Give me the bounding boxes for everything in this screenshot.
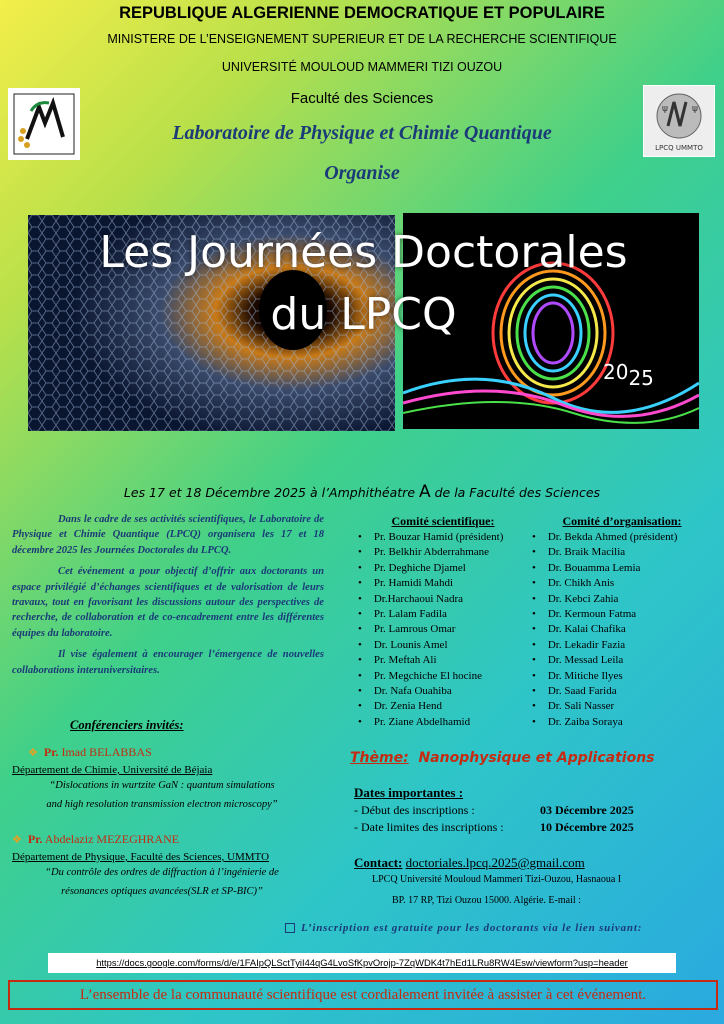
- list-item: • Dr. Kebci Zahia: [532, 592, 712, 607]
- checkbox-bullet-icon: [285, 923, 295, 933]
- event-title: [28, 222, 699, 346]
- svg-text:ψ: ψ: [692, 104, 698, 114]
- list-item: • Dr. Bouamma Lemia: [532, 561, 712, 576]
- list-item: • Dr. Chikh Anis: [532, 576, 712, 591]
- event-dates-amphi: A: [418, 482, 431, 502]
- organise-heading: Organise: [324, 162, 400, 184]
- university-logo: [8, 88, 80, 160]
- lab-heading: Laboratoire de Physique et Chimie Quantique: [172, 122, 552, 144]
- important-dates-title: Dates importantes :: [354, 785, 464, 800]
- theme: [350, 750, 655, 766]
- speaker-1: [12, 745, 312, 814]
- list-item: • Pr. Megchiche El hocine: [358, 669, 528, 684]
- list-item: • Dr. Messad Leila: [532, 653, 712, 668]
- scientific-committee-list: [358, 530, 528, 730]
- speaker-2-talk-line2: résonances optiques avancées(SLR et SP-BIC)”: [61, 886, 263, 897]
- intro-paragraph-2: Cet événement a pour objectif d’offrir aux doctorants un espace privilégié d’échanges scientifiques et de valorisation de leurs travaux, tout en favorisant les discussions autour des perspectives de recherche, de collaboration et de co-encadrement entre les différentes équipes du laboratoire.: [12, 566, 324, 639]
- event-title-line1: Les Journées Doctorales: [99, 227, 628, 278]
- list-item: • Dr. Nafa Ouahiba: [358, 684, 528, 699]
- list-item: • Pr. Hamidi Mahdi: [358, 576, 528, 591]
- list-item: • Pr. Bouzar Hamid (président): [358, 530, 528, 545]
- diamond-bullet-icon: ❖: [28, 747, 38, 759]
- speaker-1-talk-line1: “Dislocations in wurtzite GaN : quantum simulations: [49, 780, 275, 791]
- registration-deadline-value: 10 Décembre 2025: [540, 820, 634, 834]
- ministry-heading: MINISTERE DE L’ENSEIGNEMENT SUPERIEUR ET DE LA RECHERCHE SCIENTIFIQUE: [107, 32, 617, 46]
- list-item: • Pr. Meftah Ali: [358, 653, 528, 668]
- speaker-1-talk-line2: and high resolution transmission electron microscopy”: [46, 799, 278, 810]
- scientific-committee: [358, 514, 528, 730]
- intro-text: [12, 512, 324, 684]
- registration-start-label: - Début des inscriptions :: [354, 803, 475, 817]
- footer-invitation: L’ensemble de la communauté scientifique est cordialement invitée à assister à cet événement.: [8, 980, 718, 1010]
- contact-address-line1: LPCQ Université Mouloud Mammeri Tizi-Ouzou, Hasnaoua I: [372, 874, 622, 885]
- list-item: • Dr. Zaiba Soraya: [532, 715, 712, 730]
- event-year-a: 20: [603, 360, 629, 384]
- speaker-2-talk-line1: “Du contrôle des ordres de diffraction à l’ingénierie de: [45, 867, 279, 878]
- list-item: • Dr.Harchaoui Nadra: [358, 592, 528, 607]
- speaker-2: [12, 832, 312, 901]
- lpcq-logo-icon: [644, 86, 714, 156]
- list-item: • Dr. Zenia Hend: [358, 699, 528, 714]
- intro-paragraph-1: Dans le cadre de ses activités scientifiques, le Laboratoire de Physique et Chimie Quantique (LPCQ) organisera les 17 et 18 décembre 2025 les Journées Doctorales du LPCQ.: [12, 514, 324, 556]
- lpcq-logo-text: LPCQ UMMTO: [655, 144, 703, 152]
- registration-note-text: L’inscription est gratuite pour les doctorants via le lien suivant:: [301, 922, 643, 934]
- organising-committee: [532, 514, 712, 730]
- registration-url-link[interactable]: https://docs.google.com/forms/d/e/1FAIpQLSctTyiI44qG4LvoSfKpvOrojp-7ZqWDK4t7hEd1LRu8RW4Esw/viewform?usp=header: [96, 957, 628, 968]
- list-item: • Dr. Mitiche Ilyes: [532, 669, 712, 684]
- list-item: • Pr. Lamrous Omar: [358, 622, 528, 637]
- diamond-bullet-icon: ❖: [12, 834, 22, 846]
- registration-start: [354, 803, 634, 818]
- event-dates-b: de la Faculté des Sciences: [430, 485, 601, 500]
- university-heading: UNIVERSITÉ MOULOUD MAMMERI TIZI OUZOU: [221, 60, 503, 74]
- list-item: • Dr. Lounis Amel: [358, 638, 528, 653]
- speaker-1-name: ❖ Pr. Imad BELABBAS: [28, 745, 152, 759]
- registration-note: [285, 922, 642, 934]
- event-dates: [0, 482, 724, 502]
- list-item: • Dr. Lekadir Fazia: [532, 638, 712, 653]
- theme-value: Nanophysique et Applications: [418, 750, 655, 766]
- list-item: • Pr. Ziane Abdelhamid: [358, 715, 528, 730]
- event-year-b: 25: [628, 366, 654, 390]
- speaker-1-dept: Département de Chimie, Université de Béjaia: [12, 764, 213, 776]
- event-title-line2: du LPCQ: [270, 289, 457, 340]
- organising-committee-list: [532, 530, 712, 730]
- list-item: • Dr. Braik Macilia: [532, 545, 712, 560]
- list-item: • Dr. Saad Farida: [532, 684, 712, 699]
- registration-start-value: 03 Décembre 2025: [540, 803, 634, 817]
- registration-url-box: [48, 953, 676, 973]
- list-item: • Dr. Bekda Ahmed (président): [532, 530, 712, 545]
- speaker-2-dept: Département de Physique, Faculté des Sciences, UMMTO: [12, 851, 270, 863]
- contact-label: Contact:: [354, 855, 403, 870]
- list-item: • Dr. Kalai Chafika: [532, 622, 712, 637]
- lpcq-logo: [643, 85, 715, 157]
- university-logo-icon: [9, 89, 79, 159]
- contact-address-line2: BP. 17 RP, Tizi Ouzou 15000. Algérie. E-mail :: [392, 895, 581, 906]
- speakers-title: Conférenciers invités:: [70, 718, 184, 732]
- registration-deadline-label: - Date limites des inscriptions :: [354, 820, 504, 834]
- list-item: • Pr. Deghiche Djamel: [358, 561, 528, 576]
- intro-paragraph-3: Il vise également à encourager l’émergence de nouvelles collaborations interuniversitaires.: [12, 649, 324, 676]
- event-dates-a: Les 17 et 18 Décembre 2025 à l’Amphithéatre: [123, 485, 419, 500]
- republic-heading: REPUBLIQUE ALGERIENNE DEMOCRATIQUE ET POPULAIRE: [119, 4, 605, 22]
- list-item: • Pr. Belkhir Abderrahmane: [358, 545, 528, 560]
- organising-committee-title: Comité d’organisation:: [562, 514, 682, 528]
- contact-email-link[interactable]: doctoriales.lpcq.2025@gmail.com: [405, 855, 585, 870]
- svg-text:ψ: ψ: [662, 104, 668, 114]
- contact: [354, 855, 585, 871]
- faculty-heading: Faculté des Sciences: [290, 90, 434, 107]
- list-item: • Dr. Sali Nasser: [532, 699, 712, 714]
- list-item: • Dr. Kermoun Fatma: [532, 607, 712, 622]
- speaker-2-name: ❖ Pr. Abdelaziz MEZEGHRANE: [12, 832, 180, 846]
- registration-deadline: [354, 820, 634, 835]
- event-year: [603, 360, 654, 390]
- scientific-committee-title: Comité scientifique:: [391, 514, 495, 528]
- list-item: • Pr. Lalam Fadila: [358, 607, 528, 622]
- theme-label: Thème:: [350, 750, 409, 766]
